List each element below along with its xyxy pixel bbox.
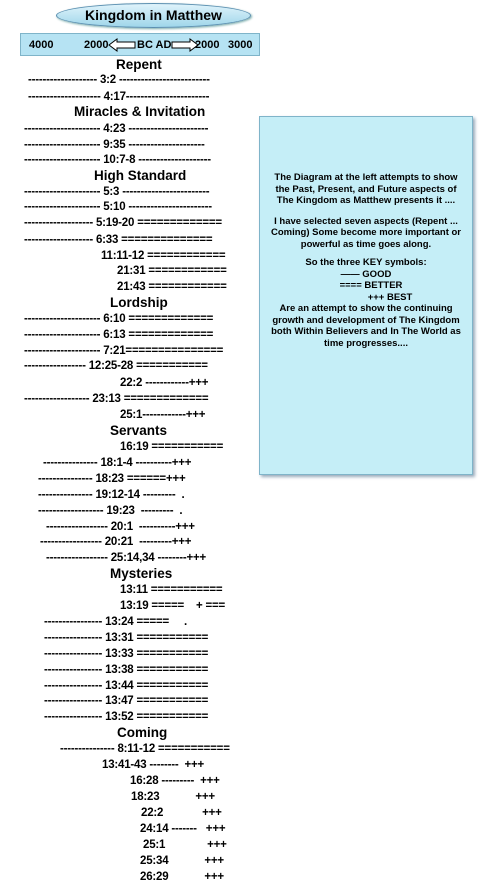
note-conclusion: Are an attempt to show the continuing growth and development of The Kingdom both Within Believers and In The World as time progresses.... [271, 303, 461, 349]
verse-line: ---------------- 13:52 =========== [44, 711, 209, 723]
verse-line: 24:14 ------- +++ [140, 823, 226, 835]
timeline-bc-ad: BC AD [137, 39, 172, 51]
verse-line: 21:31 ============ [117, 265, 227, 277]
verse-line: 25:34 +++ [140, 855, 224, 867]
verse-line: 18:23 +++ [131, 791, 215, 803]
verse-line: --------------------- 6:13 ============= [24, 329, 214, 341]
verse-line: ------------------- 5:19-20 ============= [24, 217, 222, 229]
verse-line: ---------------- 13:31 =========== [44, 632, 209, 644]
verse-line: ---------------- 13:33 =========== [44, 648, 209, 660]
verse-line: ----------------- 20:1 ----------+++ [46, 521, 195, 533]
verse-line: --------------------- 10:7-8 -------------------- [24, 154, 211, 166]
verse-line: --------------- 18:23 ======+++ [38, 473, 186, 485]
verse-line: ---------------- 13:47 =========== [44, 695, 209, 707]
verse-line: ----------------- 20:21 ---------+++ [40, 536, 192, 548]
verse-line: --------------------- 4:23 ---------------------- [24, 123, 209, 135]
verse-line: 16:28 --------- +++ [130, 775, 220, 787]
timeline-bar [20, 33, 260, 56]
verse-line: 13:11 =========== [120, 584, 223, 596]
note-aspects: I have selected seven aspects (Repent ... Coming) Some become more important or powerful as time goes along. [270, 215, 462, 250]
verse-line: 25:1------------+++ [120, 409, 206, 421]
section-heading-mysteries: Mysteries [110, 566, 173, 581]
verse-line: --------------------- 5:3 ------------------------ [24, 186, 210, 198]
explanation-box [259, 116, 473, 475]
symbol-best: +++ BEST [367, 291, 413, 303]
symbol-good: —— GOOD [340, 268, 392, 280]
verse-line: --------------------- 9:35 --------------------- [24, 139, 205, 151]
verse-line: --------------------- 7:21=============== [24, 345, 224, 357]
verse-line: ----------------- 25:14,34 --------+++ [46, 552, 207, 564]
verse-line: --------------- 8:11-12 =========== [60, 743, 230, 755]
verse-line: ----------------- 12:25-28 =========== [24, 360, 208, 372]
section-heading-coming: Coming [117, 725, 168, 740]
verse-line: 21:43 ============ [117, 281, 227, 293]
section-heading-repent: Repent [116, 57, 162, 72]
verse-line: ------------------ 19:23 --------- . [38, 505, 183, 517]
note-intro: The Diagram at the left attempts to show the Past, Present, and Future aspects of The Kingdom as Matthew presents it .... [274, 172, 458, 206]
verse-line: 16:19 =========== [120, 441, 224, 453]
verse-line: ---------------- 13:24 ===== . [44, 616, 188, 628]
verse-line: 11:11-12 ============ [101, 250, 226, 262]
verse-line: --------------------- 6:10 ============= [24, 313, 214, 325]
note-symbols-heading: So the three KEY symbols: [305, 257, 427, 268]
verse-line: 13:19 ===== + === [120, 600, 226, 612]
verse-line: 25:1 +++ [143, 839, 227, 851]
verse-line: -------------------- 4:17----------------------- [28, 91, 210, 103]
timeline-4000: 4000 [29, 39, 54, 51]
verse-line: ---------------- 13:44 =========== [44, 680, 209, 692]
section-heading-lordship: Lordship [110, 295, 168, 310]
timeline-2000-ad: 2000 [195, 39, 220, 51]
symbol-better: ==== BETTER [339, 280, 403, 291]
verse-line: ------------------- 3:2 ------------------------- [28, 74, 210, 86]
verse-line: ---------------- 13:38 =========== [44, 664, 209, 676]
section-heading-high-standard: High Standard [94, 168, 187, 183]
timeline-2000-bc: 2000 [84, 39, 109, 51]
verse-line: --------------------- 5:10 ----------------------- [24, 201, 212, 213]
verse-line: 13:41-43 -------- +++ [102, 759, 205, 771]
verse-line: 22:2 +++ [141, 807, 222, 819]
left-arrow-icon [108, 37, 136, 53]
section-heading-servants: Servants [110, 423, 168, 438]
section-heading-miracles: Miracles & Invitation [74, 104, 206, 119]
verse-line: --------------- 18:1-4 ----------+++ [43, 457, 192, 469]
diagram-title: Kingdom in Matthew [56, 3, 251, 28]
verse-line: 22:2 ------------+++ [120, 377, 209, 389]
verse-line: ------------------ 23:13 ============= [24, 393, 209, 405]
verse-line: ------------------- 6:33 ============== [24, 234, 213, 246]
verse-line: --------------- 19:12-14 --------- . [38, 489, 185, 501]
verse-line: 26:29 +++ [140, 871, 224, 883]
timeline-3000: 3000 [228, 39, 253, 51]
